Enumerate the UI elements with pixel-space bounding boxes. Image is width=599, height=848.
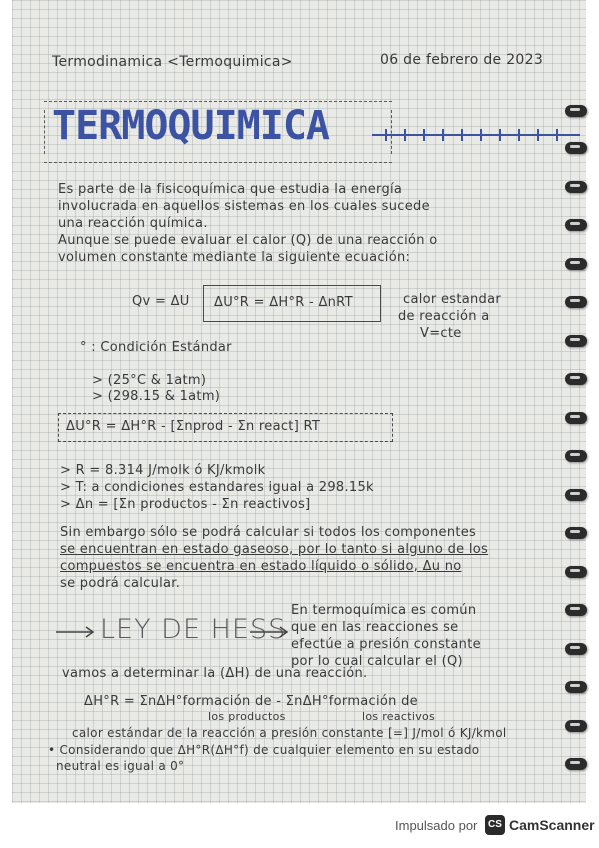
hess-note-4: por lo cual calcular el (Q) — [291, 654, 463, 669]
arrow-icon — [56, 626, 96, 638]
intro-line-3: una reacción química. — [58, 216, 208, 231]
final-equation: ΔH°R = ΣnΔH°formación de - ΣnΔH°formación de — [84, 694, 418, 709]
page-title: TERMOQUIMICA — [52, 103, 329, 149]
def-r: > R = 8.314 J/molk ó KJ/kmolk — [60, 463, 266, 478]
para-line-4: se podrá calcular. — [60, 576, 181, 591]
equation-note-3: V=cte — [420, 326, 462, 341]
camscanner-logo-icon: CS — [485, 815, 505, 835]
date: 06 de febrero de 2023 — [380, 52, 544, 68]
camscanner-brand: CamScanner — [509, 817, 595, 833]
hess-note-2: que en las reacciones se — [291, 620, 459, 635]
final-line-4: neutral es igual a 0° — [56, 759, 185, 773]
para-line-1: Sin embargo sólo se podrá calcular si todos los componentes — [60, 525, 477, 540]
intro-line-4: Aunque se puede evaluar el calor (Q) de una reacción o — [58, 233, 438, 248]
standard-item-2: > (298.15 & 1atm) — [92, 389, 221, 404]
final-sub-reactants: los reactivos — [362, 710, 436, 723]
final-line-3: • Considerando que ΔH°R(ΔH°f) de cualquier elemento en su estado — [48, 743, 480, 757]
para-line-2: se encuentran en estado gaseoso, por lo tanto si alguno de los — [60, 542, 489, 557]
def-t: > T: a condiciones estandares igual a 298.15k — [60, 480, 374, 495]
equation-left: Qv = ΔU — [132, 294, 190, 309]
final-line-2: calor estándar de la reacción a presión constante [=] J/mol ó KJ/kmol — [72, 726, 507, 740]
equation-boxed: ΔU°R = ΔH°R - ΔnRT — [214, 295, 353, 310]
intro-line-2: involucrada en aquellos sistemas en los cuales sucede — [58, 199, 430, 214]
def-n: > Δn = [Σn productos - Σn reactivos] — [60, 497, 311, 512]
standard-heading: ° : Condición Estándar — [80, 340, 232, 355]
para-line-3: compuestos se encuentra en estado líquido o sólido, Δu no — [60, 559, 462, 574]
hess-line-5: vamos a determinar la (ΔH) de una reacción. — [62, 666, 368, 681]
final-sub-products: los productos — [208, 710, 286, 723]
powered-by-label: Impulsado por — [395, 818, 478, 833]
decorative-ruler — [372, 128, 582, 142]
equation-note-2: de reacción a — [398, 309, 490, 324]
hess-note-3: efectúe a presión constante — [291, 637, 481, 652]
hess-law-label: LEY DE HESS — [100, 614, 287, 645]
intro-line-5: volumen constante mediante la siguiente ecuación: — [58, 250, 411, 265]
subject-heading: Termodinamica <Termoquimica> — [52, 54, 293, 70]
intro-line-1: Es parte de la fisicoquímica que estudia la energía — [58, 182, 403, 197]
arrow-icon — [250, 626, 290, 638]
formula2: ΔU°R = ΔH°R - [Σnprod - Σn react] RT — [66, 419, 321, 434]
standard-item-1: > (25°C & 1atm) — [92, 373, 207, 388]
equation-note-1: calor estandar — [403, 292, 501, 307]
hess-note-1: En termoquímica es común — [291, 603, 477, 618]
